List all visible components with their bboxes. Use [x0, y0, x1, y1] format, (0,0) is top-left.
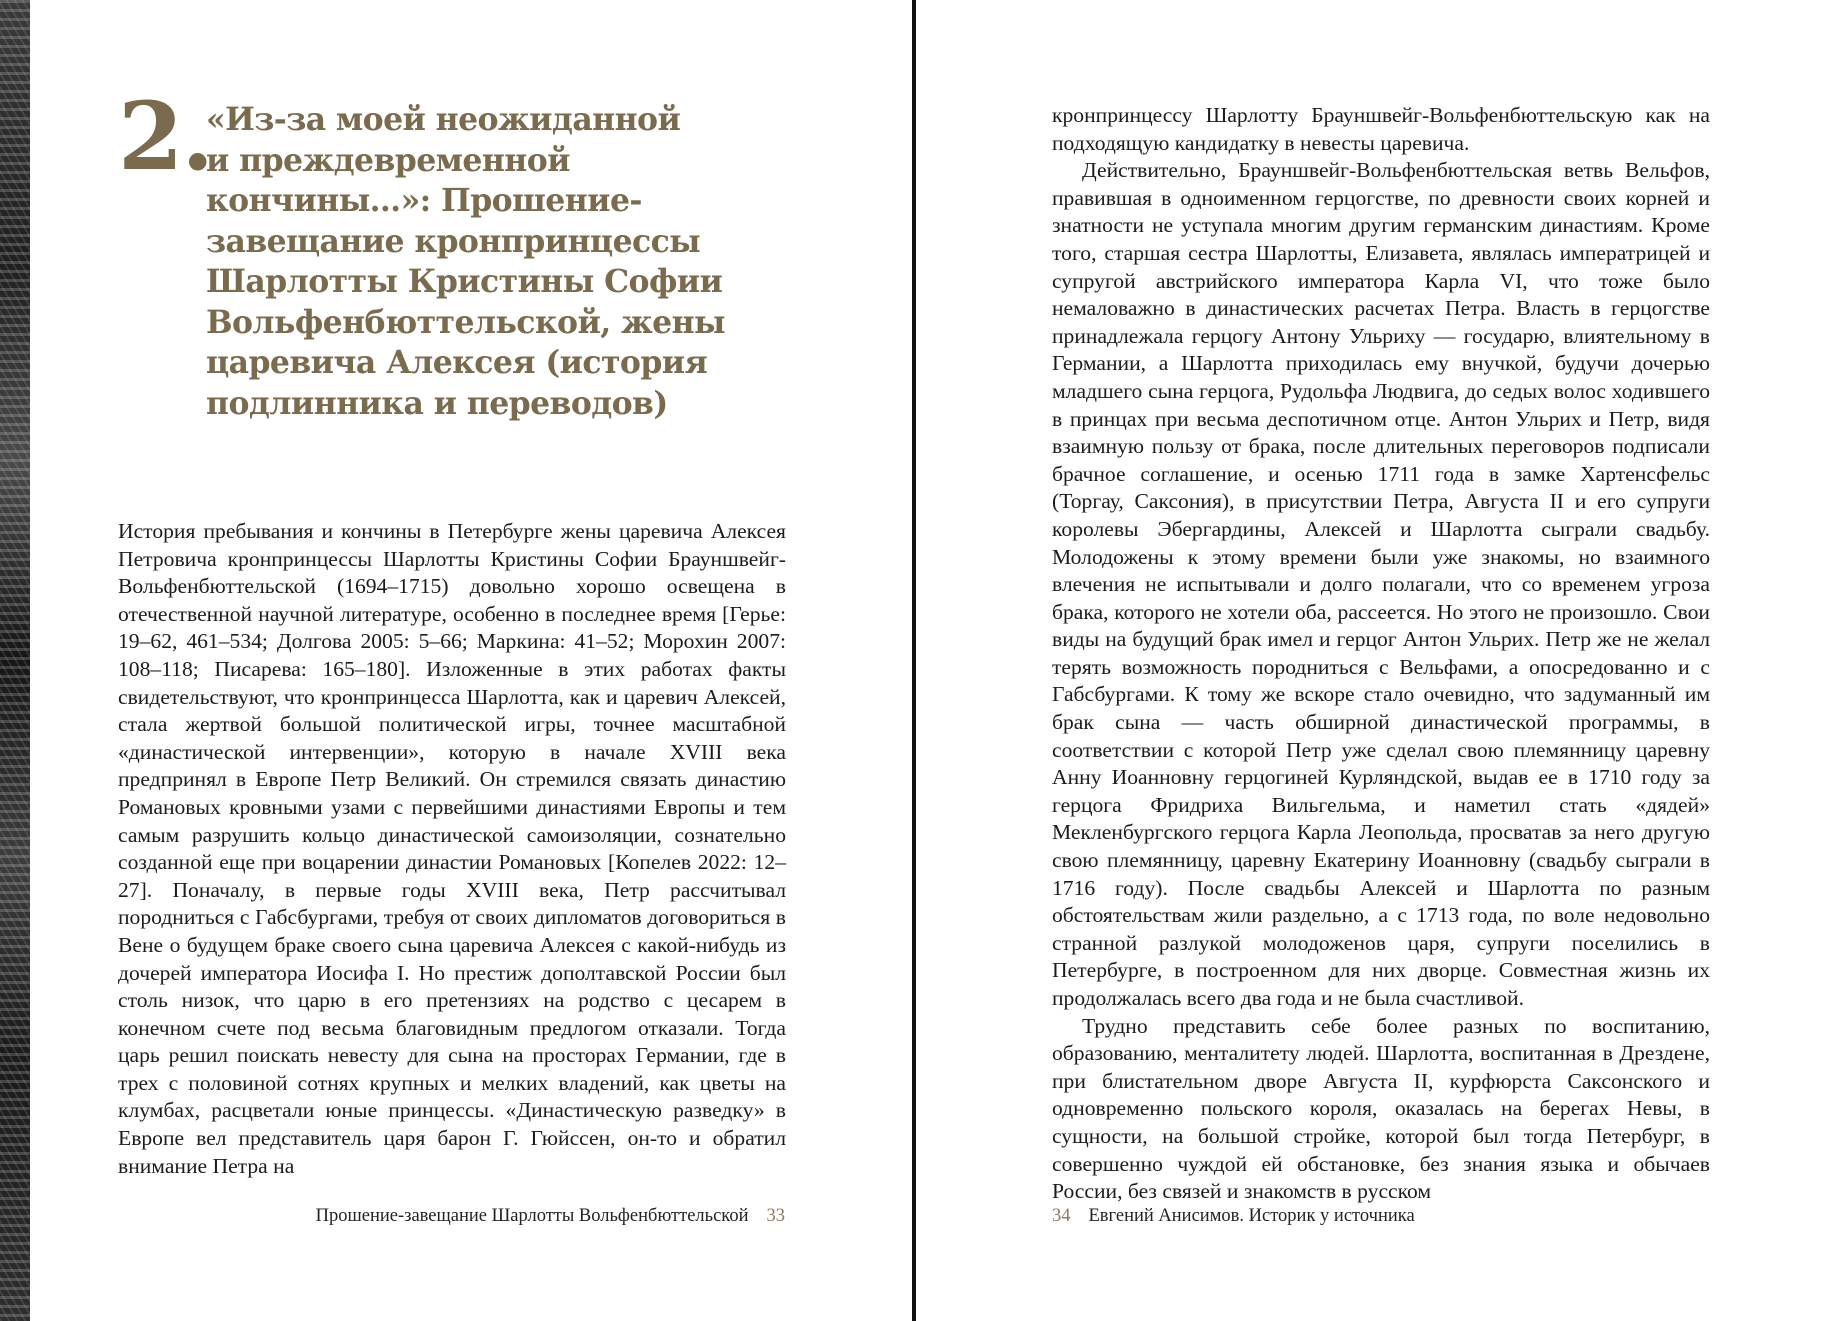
page-number-left: 33: [766, 1206, 785, 1226]
page-number-right: 34: [1052, 1206, 1071, 1226]
engraving-strip: [0, 0, 30, 1321]
chapter-number: 2.: [118, 82, 213, 192]
chapter-title: «Из-за моей неожиданной и преждевременной кончины…»: Прошение- завещание кронпринцессы Шарлотты Кристины Софии Вольфенбюттельской, жены царевича Алексея (история подлинника и переводов): [206, 101, 726, 422]
right-page: [916, 0, 1828, 1321]
running-title-left: Прошение-завещание Шарлотты Вольфенбюттельской: [315, 1206, 749, 1226]
running-title-right: Евгений Анисимов. Историк у источника: [1088, 1206, 1415, 1226]
right-paragraph-1: кронпринцессу Шарлотту Брауншвейг-Вольфенбюттельскую как на подходящую кандидатку в невесты царевича.: [1052, 103, 1710, 155]
left-footer: [316, 1204, 785, 1228]
right-paragraph-3: Трудно представить себе более разных по воспитанию, образованию, менталитету людей. Шарлотта, воспитанная в Дрездене, при блистательном дворе Августа II, курфюрста Саксонского и одновременно польского короля, оказалась на берегах Невы, в сущности, на большой стройке, которой был тогда Петербург, в совершенно чуждой ей обстановке, без знания языка и обычаев России, без связей и знакомств в русском: [1052, 1013, 1710, 1204]
right-body-text: [1052, 102, 1710, 1206]
left-page: [30, 0, 912, 1321]
right-footer: [1052, 1204, 1415, 1228]
left-paragraph: История пребывания и кончины в Петербурге жены царевича Алексея Петровича кронпринцессы Шарлотты Кристины Софии Брауншвейг-Вольфенбюттельской (1694–1715) довольно хорошо освещена в отечественной научной литературе, особенно в последнее время [Герье: 19–62, 461–534; Долгова 2005: 5–66; Маркина: 41–52; Морохин 2007: 108–118; Писарева: 165–180]. Изложенные в этих работах факты свидетельствуют, что кронпринцесса Шарлотта, как и царевич Алексей, стала жертвой большой политической игры, точнее масштабной «династической интервенции», которую в начале XVIII века предпринял в Европе Петр Великий. Он стремился связать династию Романовых кровными узами с первейшими династиями Европы и тем самым разрушить кольцо династической самоизоляции, сознательно созданной еще при воцарении династии Романовых [Копелев 2022: 12–27]. Поначалу, в первые годы XVIII века, Петр рассчитывал породниться с Габсбургами, требуя от своих дипломатов договориться в Вене о будущем браке своего сына царевича Алексея с какой-нибудь из дочерей императора Иосифа I. Но престиж дополтавской России был столь низок, что царю в его претензиях на родство с цесарем в конечном счете под весьма благовидным предлогом отказали. Тогда царь решил поискать невесту для сына на просторах Германии, где в трех с половиной сотнях крупных и мелких владений, как цветы на клумбах, расцветали юные принцессы. «Династическую разведку» в Европе вел представитель царя барон Г. Гюйссен, он-то и обратил внимание Петра на: [118, 519, 786, 1178]
right-paragraph-2: Действительно, Брауншвейг-Вольфенбюттельская ветвь Вельфов, правившая в одноименном герцогстве, по древности своих корней и знатности не уступала многим другим германским династиям. Кроме того, старшая сестра Шарлотты, Елизавета, являлась императрицей и супругой австрийского императора Карла VI, что тоже было немаловажно в династических расчетах Петра. Власть в герцогстве принадлежала герцогу Антону Ульриху — государю, влиятельному в Германии, а Шарлотта приходилась ему внучкой, будучи дочерью младшего сына герцога, Рудольфа Людвига, до седых волос ходившего в принцах при весьма деспотичном отце. Антон Ульрих и Петр, видя взаимную пользу от брака, после длительных переговоров подписали брачное соглашение, и осенью 1711 года в замке Хартенсфельс (Торгау, Саксония), в присутствии Петра, Августа II и его супруги королевы Эбергардины, Алексей и Шарлотта сыграли свадьбу. Молодожены к этому времени были уже знакомы, но взаимного влечения не испытывали и долго полагали, что со временем угроза брака, которого не хотели оба, рассеется. Но этого не произошло. Свои виды на будущий брак имел и герцог Антон Ульрих. Петр же не желал терять возможность породниться с Вельфами, а опосредованно и с Габсбургами. К тому же вскоре стало очевидно, что задуманный им брак сына — часть обширной династической программы, в соответствии с которой Петр уже сделал свою племянницу царевну Анну Иоанновну герцогиней Курляндской, выдав ее в 1710 году за герцога Фридриха Вильгельма, и наметил стать «дядей» Мекленбургского герцога Карла Леопольда, просватав за него другую свою племянницу, царевну Екатерину Иоанновну (свадьбу сыграли в 1716 году). После свадьбы Алексей и Шарлотта по разным обстоятельствам жили раздельно, а с 1713 года, по воле недовольно странной разлукой молодоженов царя, супруги поселились в Петербурге, в построенном для них дворце. Совместная жизнь их продолжалась всего два года и не была счастливой.: [1052, 158, 1710, 1010]
left-body-text: [118, 518, 786, 1180]
